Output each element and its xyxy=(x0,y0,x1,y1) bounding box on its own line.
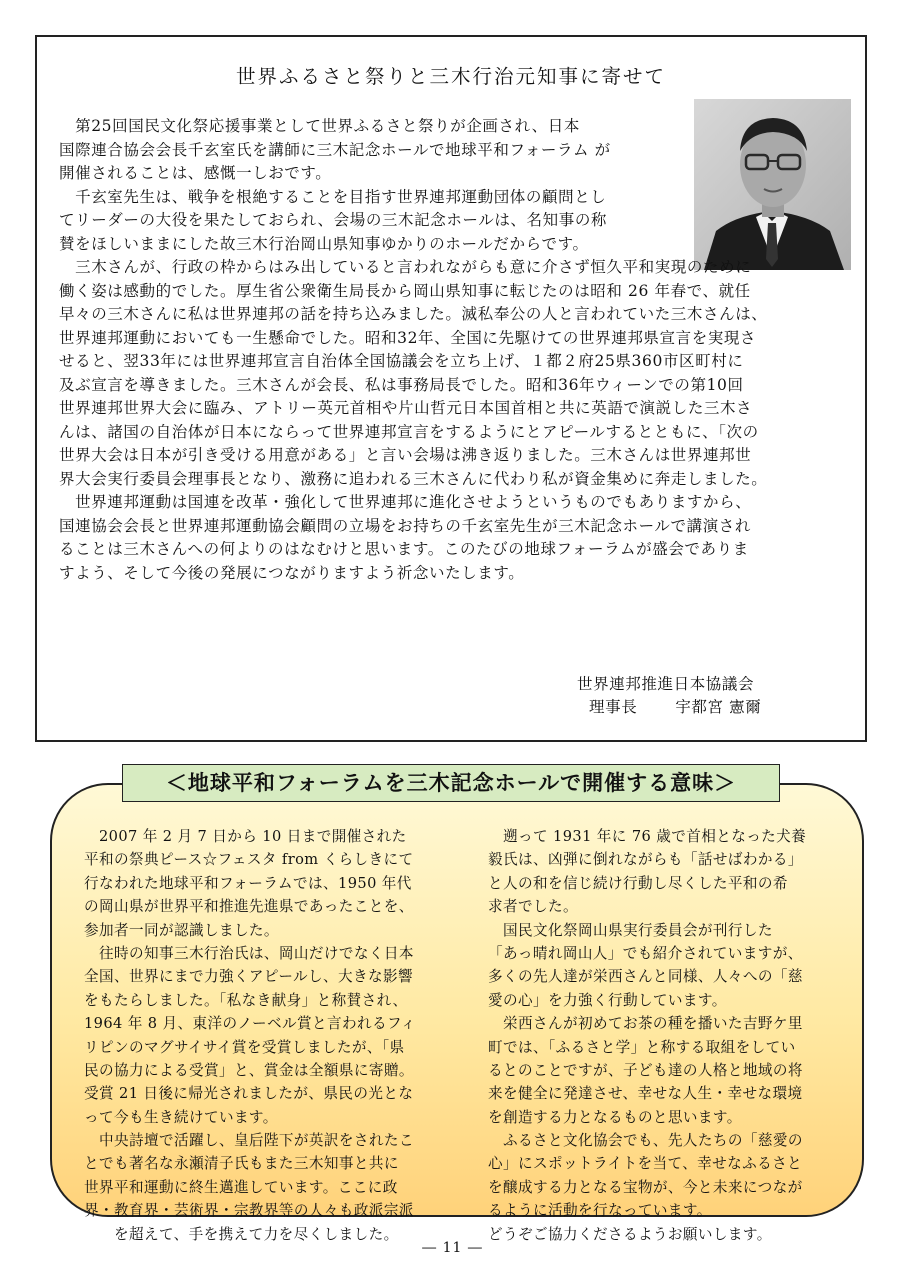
feature-line: 民の協力による受賞」と、賞金は全額県に寄贈。 xyxy=(84,1061,414,1079)
feature-line: 心」にスポットライトを当て、幸せなふるさと xyxy=(488,1155,803,1173)
feature-banner: ＜地球平和フォーラムを三木記念ホールで開催する意味＞ xyxy=(122,764,780,802)
article-line: 世界連邦運動においても一生懸命でした。昭和32年、全国に先駆けての世界連邦県宣言を実現さ xyxy=(59,328,757,347)
feature-line: の岡山県が世界平和推進先進県であったことを、 xyxy=(84,898,414,916)
article-line: 賛をほしいままにした故三木行治岡山県知事ゆかりのホールだからです。 xyxy=(59,234,589,253)
feature-line: 1964 年 8 月、東洋のノーベル賞と言われるフィ xyxy=(84,1015,416,1033)
feature-line: 遡って 1931 年に 76 歳で首相となった犬養 xyxy=(488,828,807,845)
feature-left-column xyxy=(84,825,464,1246)
feature-line: 受賞 21 日後に帰光されましたが、県民の光とな xyxy=(84,1085,414,1103)
feature-line: 平和の祭典ピース☆フェスタ from くらしきにて xyxy=(84,851,414,869)
feature-line: 2007 年 2 月 7 日から 10 日まで開催された xyxy=(84,828,407,845)
signature-role: 理事長 xyxy=(589,698,638,716)
feature-line: を醸成する力となる宝物が、今と未来につなが xyxy=(488,1178,803,1196)
article-line: 早々の三木さんに私は世界連邦の話を持ち込みました。滅私奉公の人と言われていた三木さんは、 xyxy=(59,305,768,323)
article-line: 千玄室先生は、戦争を根絶することを目指す世界連邦運動団体の顧問とし xyxy=(59,187,607,206)
feature-line: 往時の知事三木行治氏は、岡山だけでなく日本 xyxy=(84,944,414,962)
feature-line: ふるさと文化協会でも、先人たちの「慈愛の xyxy=(488,1132,803,1150)
feature-line: 参加者一同が認識しました。 xyxy=(84,921,279,939)
feature-line: 行なわれた地球平和フォーラムでは、1950 年代 xyxy=(84,874,412,892)
article-box xyxy=(35,35,867,742)
article-line: 世界連邦運動は国連を改革・強化して世界連邦に進化させようというものでもありますから、 xyxy=(59,493,752,511)
article-line: 世界連邦世界大会に臨み、アトリー英元首相や片山哲元日本国首相と共に英語で演説した三木さ xyxy=(59,399,753,417)
feature-line: と人の和を信じ続け行動し尽くした平和の希 xyxy=(488,874,788,892)
article-line: 国際連合協会会長千玄室氏を講師に三木記念ホールで地球平和フォーラム が xyxy=(59,140,611,159)
feature-line: るとのことですが、子ども達の人格と地域の将 xyxy=(488,1061,803,1079)
article-line: 働く姿は感動的でした。厚生省公衆衛生局長から岡山県知事に転じたのは昭和 26 年春で、就任 xyxy=(59,281,751,300)
feature-line: 来を健全に発達させ、幸せな人生・幸せな環境 xyxy=(488,1085,803,1103)
feature-line: るように活動を行なっています。 xyxy=(488,1202,712,1220)
article-line: 三木さんが、行政の枠からはみ出していると言われながらも意に介さず恒久平和実現のために xyxy=(59,258,752,276)
article-line: 第25回国民文化祭応援事業として世界ふるさと祭りが企画され、日本 xyxy=(59,117,580,135)
feature-line: どうぞご協力くださるようお願いします。 xyxy=(488,1225,772,1243)
feature-line: 求者でした。 xyxy=(488,898,578,916)
feature-line: 栄西さんが初めてお茶の種を播いた吉野ケ里 xyxy=(488,1015,803,1033)
feature-line: 全国、世界にまで力強くアピールし、大きな影響 xyxy=(84,968,413,986)
page-number: ― 11 ― xyxy=(422,1240,483,1256)
article-line: 開催されることは、感慨一しおです。 xyxy=(59,164,332,182)
article-line: 国連協会会長と世界連邦運動協会顧問の立場をお持ちの千玄室先生が三木記念ホールで講演され xyxy=(59,516,751,535)
article-line: せると、翌33年には世界連邦宣言自治体全国協議会を立ち上げ、１都２府25県360市区町村に xyxy=(59,352,744,370)
feature-line: をもたらしました。「私なき献身」と称賛され、 xyxy=(84,991,408,1009)
signature-organization: 世界連邦推進日本協議会 xyxy=(577,675,755,693)
feature-line: 愛の心」を力強く行動しています。 xyxy=(488,991,727,1009)
article-line: 及ぶ宣言を導きました。三木さんが会長、私は事務局長でした。昭和36年ウィーンでの第10回 xyxy=(59,375,744,394)
feature-line: 世界平和運動に終生邁進しています。ここに政 xyxy=(84,1178,398,1196)
article-line: 界大会実行委員会理事長となり、激務に追われる三木さんに代わり私が資金集めに奔走しました。 xyxy=(59,469,768,488)
feature-line: 国民文化祭岡山県実行委員会が刊行した xyxy=(488,921,773,939)
feature-right-column xyxy=(488,825,848,1246)
signature-name: 宇都宮 憲爾 xyxy=(675,698,762,716)
article-line: ることは三木さんへの何よりのはなむけと思います。このたびの地球フォーラムが盛会でありま xyxy=(59,540,749,558)
feature-line: 町では、「ふるさと学」と称する取組をしてい xyxy=(488,1038,796,1056)
feature-line: 毅氏は、凶弾に倒れながらも「話せばわかる」 xyxy=(488,851,803,869)
signature-line xyxy=(589,695,761,717)
feature-line: を超えて、手を携えて力を尽くしました。 xyxy=(84,1225,399,1243)
article-body xyxy=(59,115,861,585)
feature-line: 「あっ晴れ岡山人」でも紹介されていますが、 xyxy=(488,944,803,962)
article-line: てリーダーの大役を果たしておられ、会場の三木記念ホールは、名知事の称 xyxy=(59,211,608,229)
feature-line: 界・教育界・芸術界・宗教界等の人々も政派宗派 xyxy=(84,1202,414,1220)
article-title: 世界ふるさと祭りと三木行治元知事に寄せて xyxy=(235,65,666,88)
feature-line: って今も生き続けています。 xyxy=(84,1108,278,1126)
article-line: 世界大会は日本が引き受ける用意がある」と言い会場は沸き返りました。三木さんは世界連邦世 xyxy=(59,446,752,464)
feature-line: を創造する力となるものと思います。 xyxy=(488,1108,742,1126)
feature-line: 中央詩壇で活躍し、皇后陛下が英訳をされたこ xyxy=(84,1132,414,1150)
article-line: んは、諸国の自治体が日本にならって世界連邦宣言をするようにとアピールするとともに、「次の xyxy=(59,422,759,441)
feature-line: とでも著名な永瀬清子氏もまた三木知事と共に xyxy=(84,1155,399,1173)
feature-line: リピンのマグサイサイ賞を受賞しましたが、「県 xyxy=(84,1038,405,1056)
feature-line: 多くの先人達が栄西さんと同様、人々への「慈 xyxy=(488,968,803,986)
article-line: すよう、そして今後の発展につながりますよう祈念いたします。 xyxy=(59,563,525,582)
